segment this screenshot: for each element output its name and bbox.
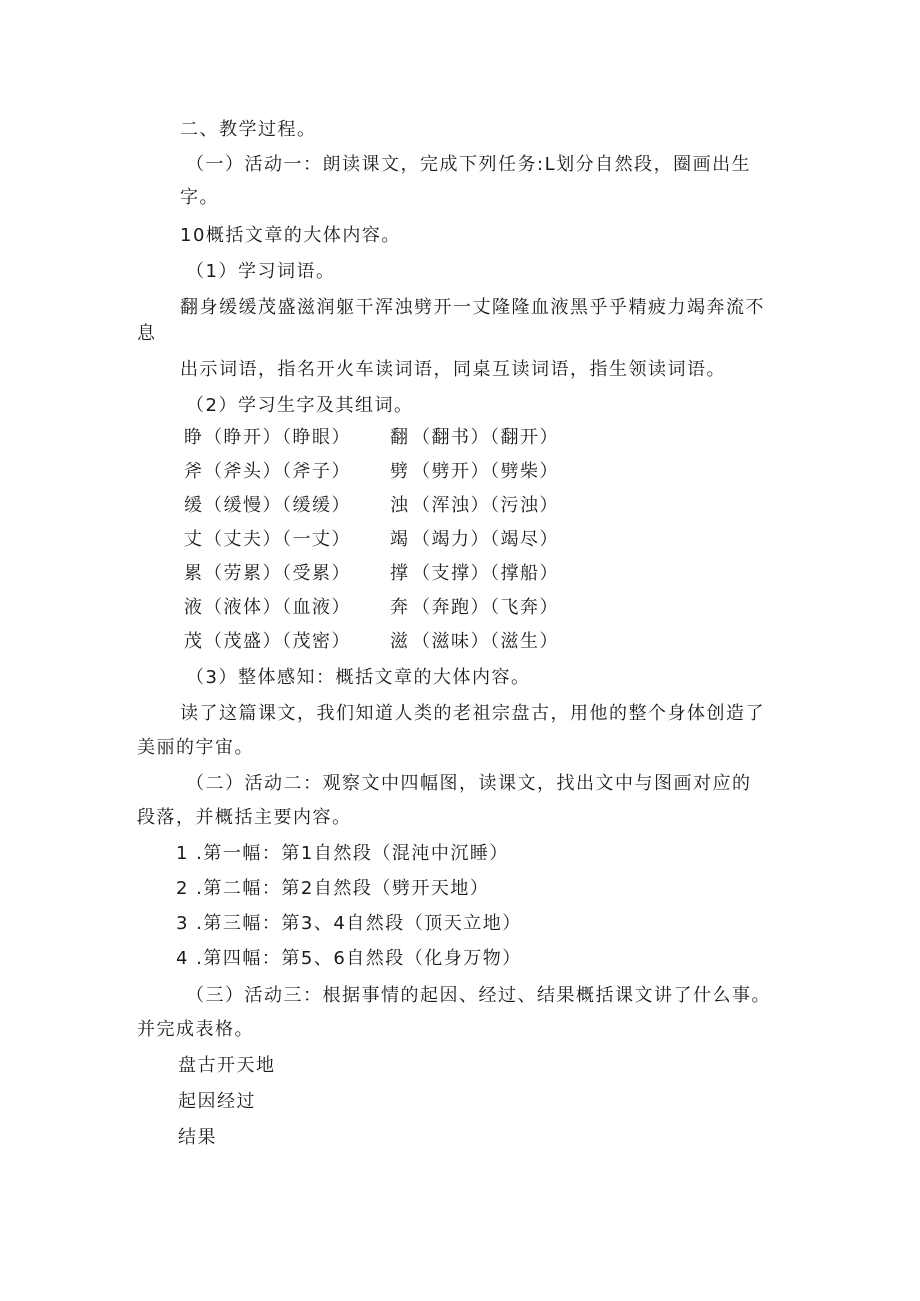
char: 茂 (184, 631, 204, 652)
item-10: 10概括文章的大体内容。 (180, 225, 401, 246)
char-words: （浑浊）（污浊） (412, 495, 559, 516)
char: 斧 (184, 461, 204, 482)
vocab-list: 翻身缓缓茂盛滋润躯干浑浊劈开一丈隆隆血液黑乎乎精疲力竭奔流不 (180, 297, 765, 318)
activity1-text: （一）活动一：朗读课文，完成下列任务:L划分自然段，圈画出生 (186, 154, 752, 175)
picture-item: 2 .第二幅：第2自然段（劈开天地） (176, 878, 490, 899)
char: 撑 (390, 563, 410, 584)
activity3-text: （三）活动三：根据事情的起因、经过、结果概括课文讲了什么事。 (186, 985, 771, 1006)
char: 劈 (390, 461, 410, 482)
summary-text-cont: 美丽的宇宙。 (137, 737, 254, 758)
subsection-2: （2）学习生字及其组词。 (186, 395, 414, 416)
char-words: （斧头）（斧子） (204, 461, 351, 482)
char-words: （茂盛）（茂密） (204, 631, 351, 652)
char: 睁 (184, 427, 204, 448)
vocab-list-cont: 息 (137, 323, 157, 344)
picture-item: 4 .第四幅：第5、6自然段（化身万物） (176, 948, 522, 969)
table-row-result: 结果 (178, 1127, 217, 1148)
char-words: （滋味）（滋生） (412, 631, 559, 652)
picture-item: 3 .第三幅：第3、4自然段（顶天立地） (176, 913, 522, 934)
subsection-1: （1）学习词语。 (186, 261, 336, 282)
char-words: （劳累）（受累） (204, 563, 351, 584)
activity1-text-cont: 字。 (180, 187, 219, 208)
vocab-instructions: 出示词语，指名开火车读词语，同桌互读词语，指生领读词语。 (180, 359, 726, 380)
table-title: 盘古开天地 (178, 1055, 276, 1076)
picture-item: 1 .第一幅：第1自然段（混沌中沉睡） (176, 843, 509, 864)
char-words: （翻书）（翻开） (412, 427, 559, 448)
char-words: （劈开）（劈柴） (412, 461, 559, 482)
char-words: （支撑）（撑船） (412, 563, 559, 584)
char: 累 (184, 563, 204, 584)
subsection-3: （3）整体感知：概括文章的大体内容。 (186, 667, 531, 688)
char-words: （奔跑）（飞奔） (412, 597, 559, 618)
char: 竭 (390, 529, 410, 550)
activity3-text-cont: 并完成表格。 (137, 1019, 254, 1040)
table-row-cause-process: 起因经过 (178, 1091, 256, 1112)
summary-text: 读了这篇课文，我们知道人类的老祖宗盘古，用他的整个身体创造了 (180, 703, 765, 724)
char-words: （竭力）（竭尽） (412, 529, 559, 550)
activity2-text-cont: 段落，并概括主要内容。 (137, 807, 352, 828)
char: 翻 (390, 427, 410, 448)
char-words: （液体）（血液） (204, 597, 351, 618)
char: 浊 (390, 495, 410, 516)
char-words: （丈夫）（一丈） (204, 529, 351, 550)
char-words: （缓慢）（缓缓） (204, 495, 351, 516)
char-words: （睁开）（睁眼） (204, 427, 351, 448)
section-title: 二、教学过程。 (180, 119, 317, 140)
char: 奔 (390, 597, 410, 618)
activity2-text: （二）活动二：观察文中四幅图，读课文，找出文中与图画对应的 (186, 773, 752, 794)
char: 液 (184, 597, 204, 618)
char: 滋 (390, 631, 410, 652)
char: 丈 (184, 529, 204, 550)
char: 缓 (184, 495, 204, 516)
